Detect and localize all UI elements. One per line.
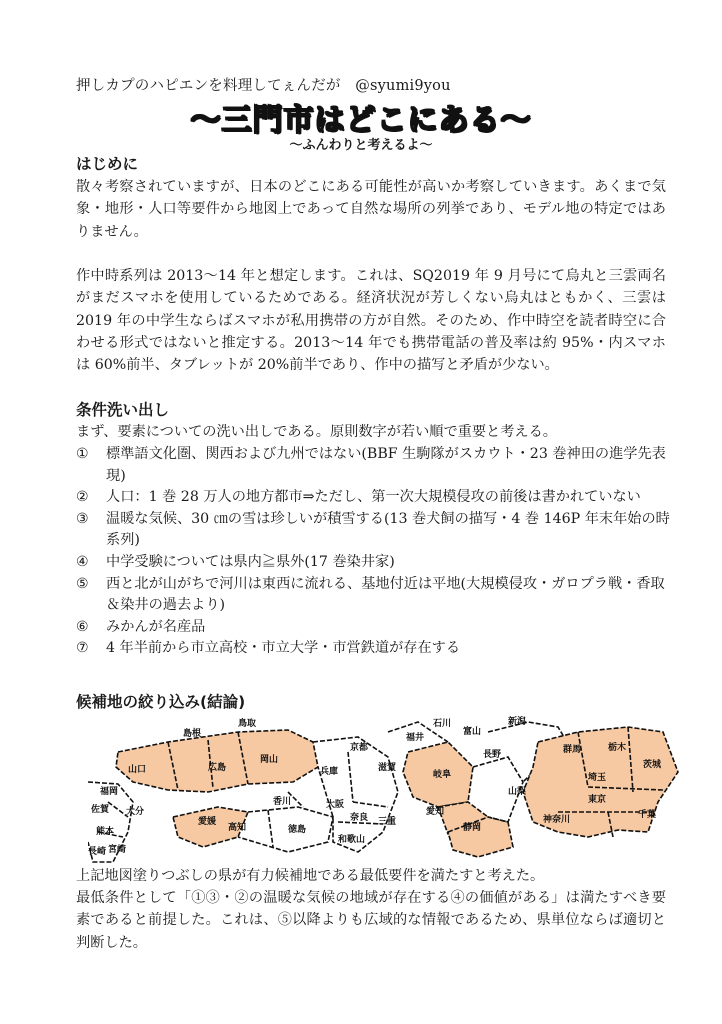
map-label: 栃木 bbox=[608, 743, 627, 753]
map-label: 岐阜 bbox=[433, 770, 452, 780]
map-label: 高知 bbox=[228, 823, 247, 833]
map-label: 広島 bbox=[208, 763, 227, 773]
list-item bbox=[76, 509, 676, 552]
list-item bbox=[76, 638, 676, 660]
map-label: 長崎 bbox=[88, 847, 107, 857]
list-item bbox=[76, 444, 676, 487]
map-label: 茨城 bbox=[643, 760, 662, 770]
map-label: 岡山 bbox=[260, 755, 279, 765]
list-item-text: 人口：1 巻 28 万人の地方都市⇒ただし、第一次大規模侵攻の前後は書かれていない bbox=[106, 489, 641, 506]
page-title: 〜三門市はどこにある〜 bbox=[190, 103, 532, 138]
map-label: 兵庫 bbox=[320, 767, 339, 777]
map-label: 奈良 bbox=[350, 813, 369, 823]
list-item-text: 温暖な気候、30 ㎝の雪は珍しいが積雪する(13 巻犬飼の描写・4 巻 146P 年末年始の時系列) bbox=[106, 510, 670, 549]
list-item bbox=[76, 617, 676, 639]
list-item-text: 4 年半前から市立高校・市立大学・市営鉄道が存在する bbox=[106, 640, 461, 657]
japan-map-svg bbox=[88, 712, 682, 867]
list-item-number: ⑦ bbox=[76, 640, 89, 657]
conditions-heading: 条件洗い出し bbox=[76, 401, 170, 419]
intro-paragraph-1: 散々考察されていますが、日本のどこにある可能性が高いか考察していきます。あくまで気象・地形・人口等要件から地図上であって自然な場所の列挙であり、モデル地の特定ではありません。 bbox=[76, 179, 666, 240]
list-item bbox=[76, 574, 676, 617]
map-label: 富山 bbox=[463, 727, 482, 737]
list-item-number: ⑥ bbox=[76, 618, 89, 635]
list-item-text: 中学受験については県内≧県外(17 巻染井家) bbox=[106, 553, 395, 570]
map-label: 徳島 bbox=[288, 825, 307, 835]
map-label: 愛知 bbox=[426, 807, 445, 817]
map-label: 石川 bbox=[433, 719, 452, 729]
map-label: 愛媛 bbox=[198, 817, 217, 827]
conditions-list bbox=[76, 444, 676, 660]
map-label: 山口 bbox=[128, 765, 147, 775]
map-label: 滋賀 bbox=[378, 763, 397, 773]
map-label: 鳥取 bbox=[238, 719, 257, 729]
map-label: 山梨 bbox=[508, 787, 527, 797]
conclusion-paragraph-1: 上記地図塗りつぶしの県が有力候補地である最低要件を満たすと考えた。 bbox=[76, 868, 545, 884]
map-label: 三重 bbox=[378, 817, 397, 827]
map-label: 千葉 bbox=[638, 810, 657, 820]
page-subtitle: 〜ふんわりと考えるよ〜 bbox=[289, 138, 433, 153]
map-label: 東京 bbox=[588, 795, 607, 805]
conditions-intro: まず、要素についての洗い出しである。原則数字が若い順で重要と考える。 bbox=[76, 424, 557, 440]
list-item-text: みかんが名産品 bbox=[106, 618, 206, 635]
map-label: 大阪 bbox=[326, 800, 345, 810]
map-label: 埼玉 bbox=[588, 773, 607, 783]
map-label: 佐賀 bbox=[91, 805, 110, 815]
map-outlines bbox=[88, 722, 678, 862]
map-label: 福岡 bbox=[100, 787, 119, 797]
map-label: 大分 bbox=[126, 807, 145, 817]
list-item bbox=[76, 487, 676, 509]
list-item bbox=[76, 552, 676, 574]
list-item-text: 西と北が山がちで河川は東西に流れる、基地付近は平地(大規模侵攻・ガロプラ戦・香取＆染井の過去より) bbox=[106, 575, 665, 614]
map-label: 福井 bbox=[406, 733, 425, 743]
conclusion-heading: 候補地の絞り込み(結論) bbox=[76, 693, 246, 711]
list-item-number: ④ bbox=[76, 553, 89, 570]
map-label: 群馬 bbox=[563, 745, 582, 755]
list-item-number: ② bbox=[76, 489, 89, 506]
map-label: 長野 bbox=[483, 750, 502, 760]
prefecture-map bbox=[88, 712, 682, 867]
list-item-number: ⑤ bbox=[76, 575, 89, 592]
list-item-number: ① bbox=[76, 446, 89, 462]
map-label: 京都 bbox=[350, 743, 369, 753]
map-label: 香川 bbox=[273, 797, 292, 807]
map-label: 新潟 bbox=[508, 717, 527, 727]
map-label: 熊本 bbox=[96, 827, 115, 837]
map-label: 宮崎 bbox=[108, 845, 127, 855]
intro-paragraph-2: 作中時系列は 2013〜14 年と想定します。これは、SQ2019 年 9 月号にて烏丸と三雲両名がまだスマホを使用しているためである。経済状況が芳しくない烏丸はともかく、三雲は 2019 年の中学生ならばスマホが私用携帯の方が自然。そのため、作中時空を読者時空に合わせる形式ではないと推定する。2013〜14 年でも携帯電話の普及率は約 95%・内スマホは 60%前半、タブレットが 20%前半であり、作中の描写と矛盾が少ない。 bbox=[76, 268, 666, 374]
intro-heading: はじめに bbox=[76, 155, 139, 173]
list-item-text: 標準語文化圏、関西および九州ではない(BBF 生駒隊がスカウト・23 巻神田の進学先表現) bbox=[106, 446, 666, 484]
map-label: 和歌山 bbox=[338, 835, 366, 845]
conclusion-paragraph-2: 最低条件として「①③・②の温暖な気候の地域が存在する④の価値がある」は満たすべき要素であると前提した。これは、⑤以降よりも広域的な情報であるため、県単位ならば適切と判断した。 bbox=[76, 890, 666, 951]
list-item-number: ③ bbox=[76, 510, 89, 527]
map-label: 静岡 bbox=[463, 823, 482, 833]
map-label: 島根 bbox=[183, 729, 202, 739]
map-label: 神奈川 bbox=[543, 815, 571, 825]
author-credit: 押しカプのハピエンを料理してぇんだが @syumi9you bbox=[76, 78, 451, 94]
